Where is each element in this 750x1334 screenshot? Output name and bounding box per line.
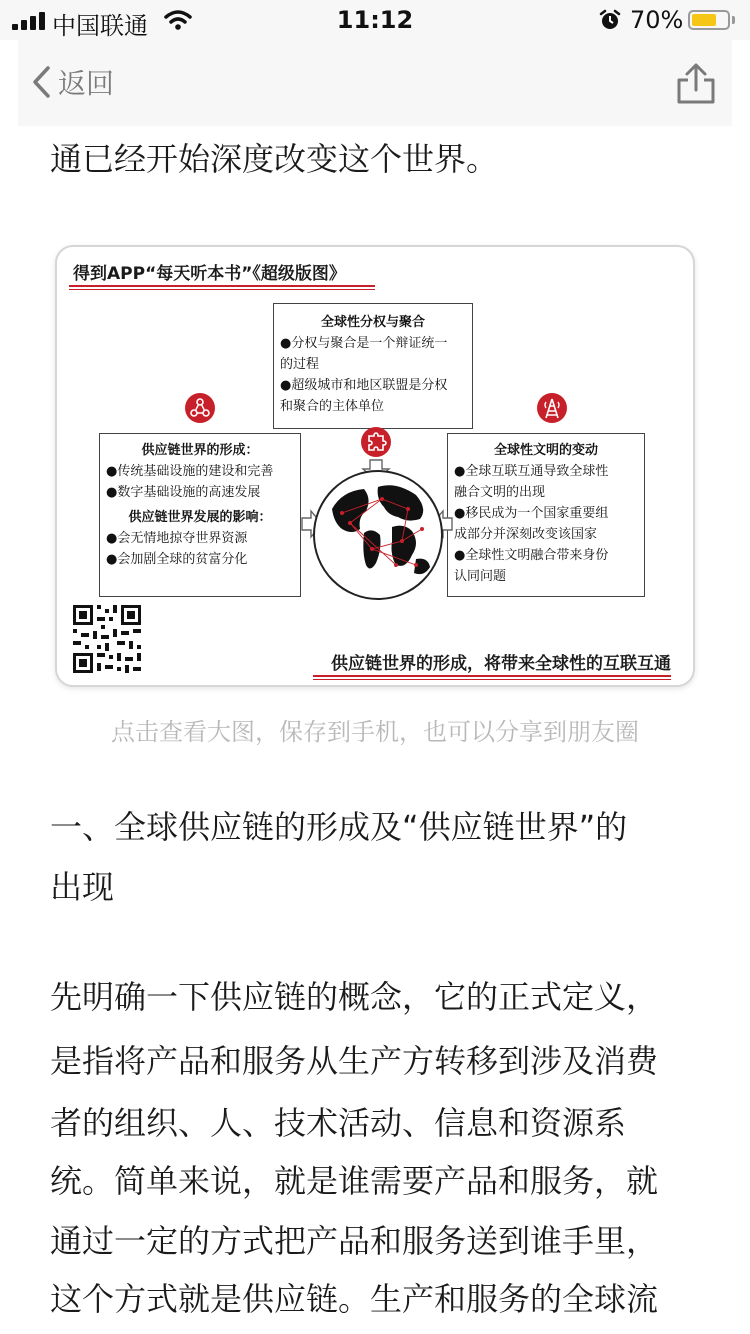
box-bullet: 融合文明的出现 (454, 485, 546, 500)
chevron-left-icon (30, 65, 52, 99)
mind-map-figure[interactable] (55, 245, 695, 687)
box-bullet: ●会加剧全球的贫富分化 (106, 552, 248, 567)
box-bullet: 认同问题 (454, 569, 507, 584)
body-line: 统。简单来说，就是谁需要产品和服务，就 (50, 1162, 659, 1200)
alarm-clock-icon (598, 9, 622, 31)
box-bullet: ●分权与聚合是一个辩证统一 (280, 336, 448, 351)
figure-title-underline (69, 289, 375, 290)
box-bullet: ●移民成为一个国家重要组 (454, 506, 609, 521)
box-heading: 全球性文明的变动 (493, 443, 598, 458)
share-icon[interactable] (674, 62, 718, 106)
box-heading: 供应链世界的形成： (141, 443, 259, 458)
back-label: 返回 (58, 67, 115, 100)
figure-box-decentralization (273, 303, 473, 429)
status-time: 11:12 (336, 6, 414, 34)
box-bullet: 和聚合的主体单位 (280, 399, 385, 414)
box-bullet: ●超级城市和地区联盟是分权 (280, 378, 448, 393)
nav-bar (18, 40, 732, 126)
box-bullet: ●全球互联互通导致全球性 (454, 464, 609, 479)
body-line: 这个方式就是供应链。生产和服务的全球流 (50, 1280, 659, 1318)
carrier-name: 中国联通 (52, 12, 148, 40)
figure-box-civilization (447, 433, 645, 597)
box-bullet: 成部分并深刻改变该国家 (454, 527, 598, 542)
section-heading-line: 一、全球供应链的形成及“供应链世界”的 (50, 808, 628, 846)
qr-code-icon (71, 603, 143, 675)
globe-icon (312, 469, 444, 601)
article-intro-line: 通已经开始深度改变这个世界。 (50, 140, 499, 178)
figure-caption: 点击查看大图，保存到手机，也可以分享到朋友圈 (111, 718, 639, 746)
box-heading: 全球性分权与聚合 (320, 315, 425, 330)
box-bullet: 的过程 (280, 357, 320, 372)
body-line: 通过一定的方式把产品和服务送到谁手里， (50, 1222, 659, 1260)
box-sub-heading: 供应链世界发展的影响： (128, 510, 272, 525)
battery-percent: 70% (630, 6, 684, 34)
figure-conclusion-underline (313, 675, 671, 677)
figure-title-underline (69, 285, 375, 287)
section-heading-line: 出现 (50, 868, 115, 906)
puzzle-icon (361, 427, 391, 457)
box-bullet: ●传统基础设施的建设和完善 (106, 464, 274, 479)
box-bullet: ●全球性文明融合带来身份 (454, 548, 609, 563)
figure-conclusion: 供应链世界的形成，将带来全球性的互联互通 (331, 654, 671, 674)
back-button[interactable] (30, 62, 114, 102)
body-line: 者的组织、人、技术活动、信息和资源系 (50, 1104, 627, 1142)
battery-fill (692, 14, 716, 26)
figure-conclusion-underline (313, 679, 671, 680)
body-line: 先明确一下供应链的概念，它的正式定义， (50, 978, 659, 1016)
box-bullet: ●数字基础设施的高速发展 (106, 485, 261, 500)
body-line: 是指将产品和服务从生产方转移到涉及消费 (50, 1042, 659, 1080)
nodes-icon (185, 393, 215, 423)
battery-icon (688, 10, 730, 30)
box-bullet: ●会无情地掠夺世界资源 (106, 531, 248, 546)
tower-icon (537, 393, 567, 423)
figure-box-supply-chain (99, 433, 301, 597)
figure-title: 得到APP“每天听本书”《超级版图》 (73, 264, 346, 284)
battery-tip (732, 16, 735, 24)
status-bar (0, 0, 750, 40)
